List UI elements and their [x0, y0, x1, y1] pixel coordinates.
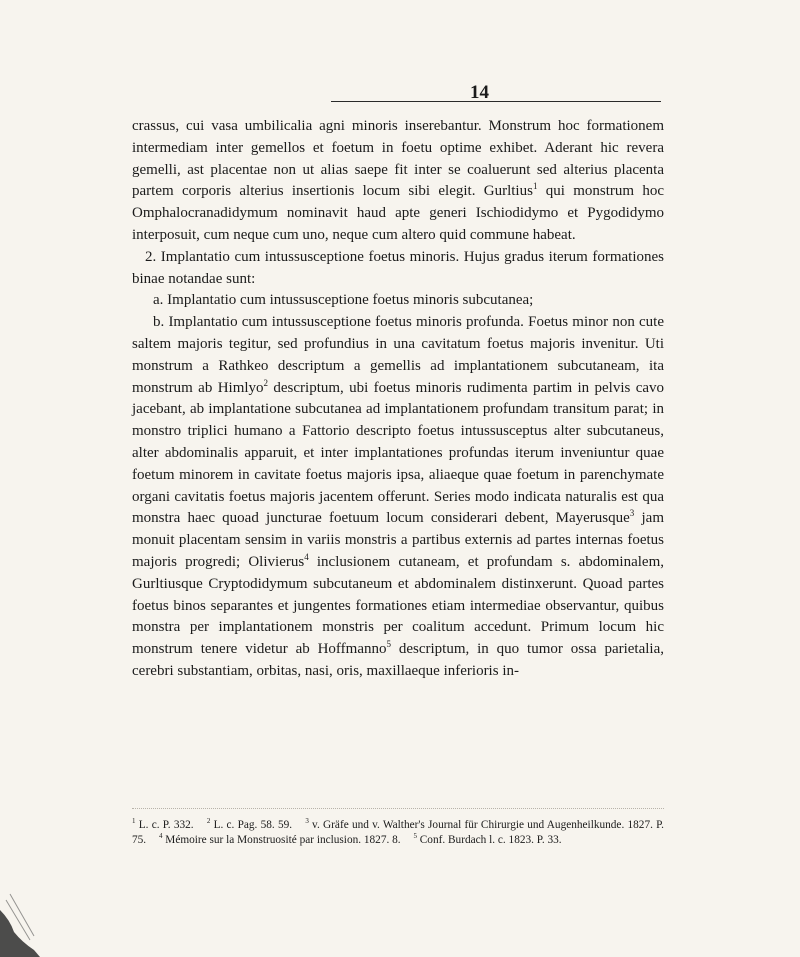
footnote-rule	[132, 808, 664, 809]
footnote-ref-2: 2	[263, 377, 269, 388]
footnote-2: $^2$ L. c. Pag. 58. 59.	[206, 817, 293, 831]
list-item-a: a. Implantatio cum intussusceptione foetus minoris subcutanea;	[153, 292, 534, 309]
footnote-ref-1: 1	[532, 181, 538, 192]
footnote-3: $^3$ v. Gräfe und v. Walther's Journal für Chirurgie und Augenheilkunde. 1827. P. 75.	[132, 817, 664, 847]
paragraph-1: crassus, cui vasa umbilicalia agni minoris inserebantur. Monstrum hoc formationem intermediam inter gemellos et foetum in foetu optime exhibet. Aderant hic revera gemelli, ast placentae non ut alias saepe fit inter se coaluerunt sed alterius placenta partem corporis alterius insertionis locum sibi elegit. Gurltius$^1$ qui monstrum hoc Omphalocranadidymum nominavit haud apte generi Ischiodidymo et Pygodidymo interposuit, cum neque cum uno, neque cum altero quid commune habeat.	[132, 118, 664, 243]
section-2-heading: 2. Implantatio cum intussusceptione foetus minoris. Hujus gradus iterum formationes binae notandae sunt:	[132, 248, 664, 287]
header-rule	[331, 101, 661, 102]
list-item-b: b. Implantatio cum intussusceptione foetus minoris profunda. Foetus minor non cute saltem majoris tegitur, sed profundius in una cavitatum foetus majoris invenitur. Uti monstrum a Rathkeo descriptum a gemellis ad implantationem subcutaneam, ita monstrum ab Himlyo$^2$ descriptum, ubi foetus minoris rudimenta partim in pelvis cavo jacebant, ab implantatione subcutanea ad implantationem profundam transitum parat; in monstro triplici humano a Fattorio descripto foetus intussusceptus alter subcutaneus, alter abdominalis apparuit, et inter implantationes profundas iterum inveniuntur quae foetum minorem in cavitate foetus majoris ipsa, aliaeque quae foetum in parenchymate organi cavitatis foetus majoris jacentem offerunt. Series modo indicata naturalis est qua monstra haec quoad juncturae foetuum locum considerari debent, Mayerusque$^3$ jam monuit placentam sensim in variis monstris a partibus externis ad partes internas foetus majoris progredi; Olivierus$^4$ inclusionem cutaneam, et profundam s. abdominalem, Gurltiusque Cryptodidymum subcutaneum et abdominalem distinxerunt. Quoad partes foetus binos separantes et jungentes formationes etiam intermediae observantur, quibus monstra per implantationem monstris per coalitum accedunt. Primum locum hic monstrum tenere videtur ab Hoffmanno$^5$ descriptum, in quo tumor ossa parietalia, cerebri substantiam, orbitas, nasi, oris, maxillaeque inferioris in-	[132, 314, 665, 679]
footnote-ref-3: 3	[629, 508, 635, 519]
page-number: 14	[470, 82, 489, 103]
footnote-1: $^1$ L. c. P. 332.	[132, 817, 194, 831]
footnote-5: $^5$ Conf. Burdach l. c. 1823. P. 33.	[413, 832, 562, 847]
footnote-ref-4: 4	[304, 551, 309, 562]
footnote-ref-5: 5	[386, 639, 391, 650]
corner-stain	[0, 880, 80, 957]
body-text	[132, 116, 664, 683]
footnotes	[132, 818, 664, 849]
footnote-4: $^4$ Mémoire sur la Monstruosité par inclusion. 1827. 8.	[158, 832, 401, 847]
